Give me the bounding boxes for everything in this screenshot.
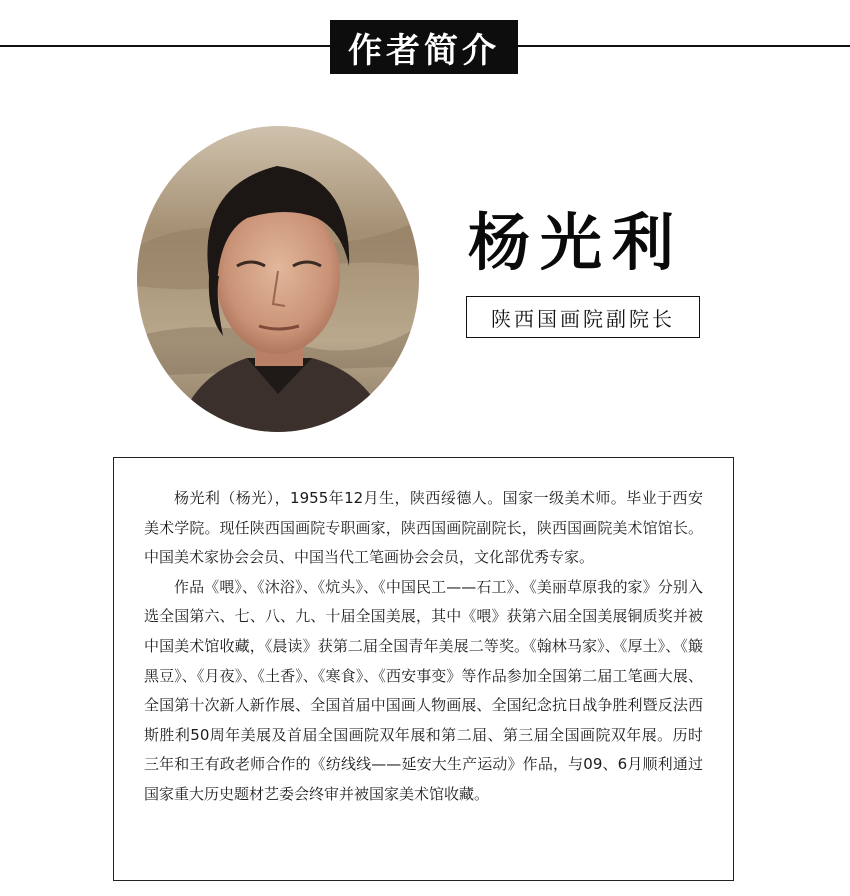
artist-name: 杨光利 [468,206,685,279]
biography-box [113,457,734,881]
portrait-photo-icon [137,126,419,432]
bio-paragraph-2: 作品《喂》、《沐浴》、《炕头》、《中国民工——石工》、《美丽草原我的家》分别入选全国第六、七、八、九、十届全国美展，其中《喂》获第六届全国美展铜质奖并被中国美术馆收藏，《晨读》获第二届全国青年美展二等奖。《翰林马家》、《厚土》、《簸黑豆》、《月夜》、《土香》、《寒食》、《西安事变》等作品参加全国第二届工笔画大展、全国第十次新人新作展、全国首届中国画人物画展、全国纪念抗日战争胜利暨反法西斯胜利50周年美展及首届全国画院双年展和第二届、第三届全国画院双年展。历时三年和王有政老师合作的《纺线线——延安大生产运动》作品，与09、6月顺利通过国家重大历史题材艺委会终审并被国家美术馆收藏。 [144,577,703,803]
artist-position: 陕西国画院副院长 [466,296,700,338]
bio-paragraph-1: 杨光利（杨光），1955年12月生，陕西绥德人。国家一级美术师。毕业于西安美术学院。现任陕西国画院专职画家，陕西国画院副院长，陕西国画院美术馆馆长。中国美术家协会会员、中国当代工笔画协会会员，文化部优秀专家。 [144,489,703,567]
section-title: 作者简介 [330,20,518,74]
